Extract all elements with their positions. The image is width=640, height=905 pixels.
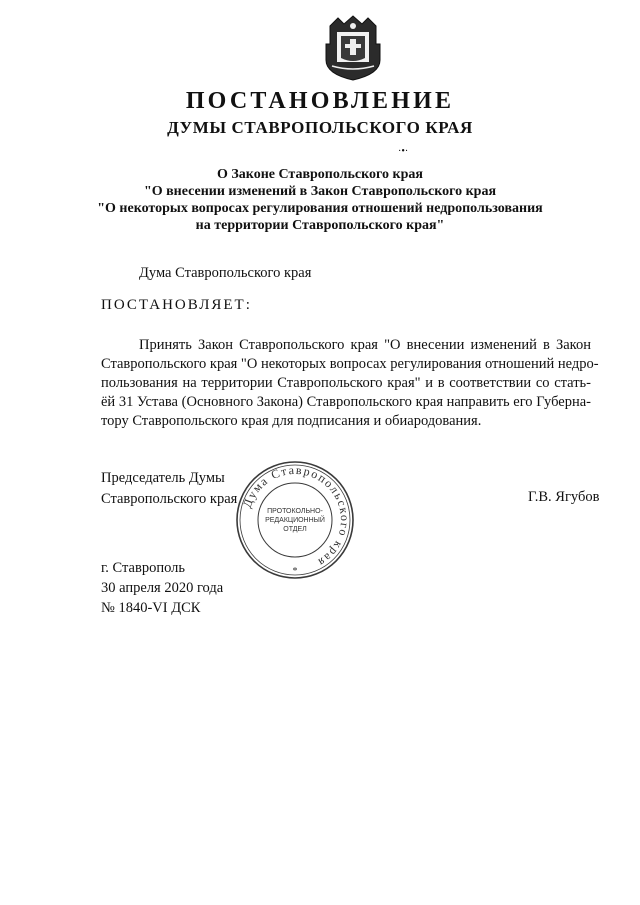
- seal-center-line-3: ОТДЕЛ: [283, 526, 307, 533]
- seal-center-line-2: РЕДАКЦИОННЫЙ: [265, 517, 325, 524]
- position-line-2: Ставропольского края: [101, 491, 238, 507]
- decree-word: ПОСТАНОВЛЯЕТ:: [101, 297, 252, 313]
- subject-line-3: "О некоторых вопросах регулирования отношений недропользования: [97, 201, 543, 216]
- subject-line-2: "О внесении изменений в Закон Ставропольского края: [143, 184, 497, 199]
- document-footer: [101, 558, 223, 618]
- coat-of-arms-emblem: [324, 14, 382, 82]
- paragraph-line: Принять Закон Ставропольского края "О внесении изменений в Закон: [139, 337, 591, 353]
- document-subtitle: ДУМЫ СТАВРОПОЛЬСКОГО КРАЯ: [167, 118, 473, 137]
- paragraph-line: ёй 31 Устава (Основного Закона) Ставропольского края направить его Губерна-: [101, 394, 591, 410]
- seal-ring-text: Дума Ставропольского края: [239, 462, 353, 571]
- official-seal: [233, 458, 357, 582]
- subject-line-4: на территории Ставропольского края": [195, 218, 445, 233]
- signatory-position: [101, 468, 237, 510]
- paragraph-line: пользования на территории Ставропольского края" и в соответствии со стать-: [101, 375, 591, 391]
- document-subject: [0, 166, 640, 234]
- subject-line-1: О Законе Ставропольского края: [217, 167, 423, 182]
- footer-city: г. Ставрополь: [101, 560, 186, 576]
- seal-star: *: [292, 566, 298, 577]
- paragraph-line: тору Ставропольского края для подписания и обиародования.: [101, 413, 482, 429]
- seal-center-line-1: ПРОТОКОЛЬНО-: [267, 508, 323, 515]
- decorative-mark: ·•·: [398, 146, 409, 157]
- authority-name: Дума Ставропольского края: [139, 265, 312, 281]
- footer-number: № 1840-VI ДСК: [101, 600, 201, 616]
- resolution-paragraph: [101, 336, 599, 431]
- position-line-1: Председатель Думы: [101, 470, 225, 486]
- document-title: ПОСТАНОВЛЕНИЕ: [185, 88, 455, 114]
- paragraph-line: Ставропольского края "О некоторых вопросах регулирования отношений недро-: [101, 356, 599, 372]
- signatory-name: Г.В. Ягубов: [528, 489, 600, 505]
- footer-date: 30 апреля 2020 года: [101, 580, 224, 596]
